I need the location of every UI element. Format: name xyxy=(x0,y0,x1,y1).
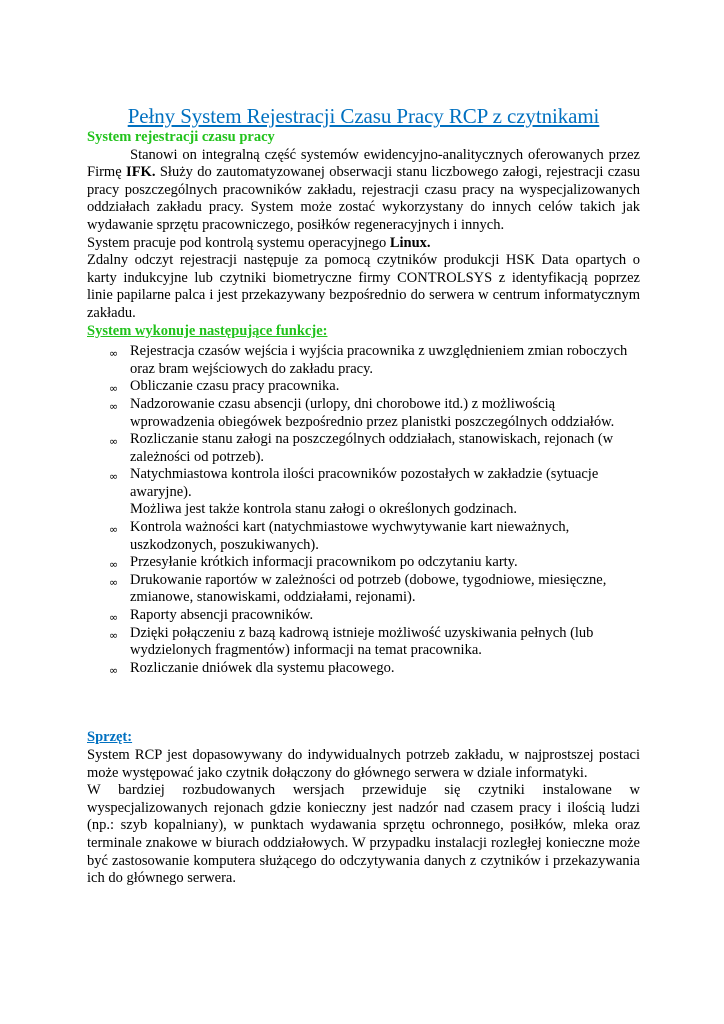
list-item: ∞ Drukowanie raportów w zależności od potrzeb (dobowe, tygodniowe, miesięczne, zmianowe, stanowiskami, oddziałami, rejonami). xyxy=(109,571,607,606)
list-item: ∞ Rejestracja czasów wejścia i wyjścia pracownika z uwzględnieniem zmian roboczych oraz bram wejściowych do zakładu pracy. xyxy=(109,343,628,377)
section-heading-registration: System rejestracji czasu pracy xyxy=(87,129,275,145)
intro-paragraph xyxy=(87,147,640,235)
list-item: ∞ Dzięki połączeniu z bazą kadrową istnieje możliwość uzyskiwania pełnych (lub wydzielonych fragmentów) informacji na temat pracownika. xyxy=(109,624,594,659)
infinity-bullet-icon: ∞ xyxy=(109,663,119,677)
infinity-bullet-icon: ∞ xyxy=(109,399,119,413)
hardware-paragraph-1: System RCP jest dopasowywany do indywidualnych potrzeb zakładu, w najprostszej postaci może występować jako czytnik dołączony do głównego serwera w dziale informatyki. xyxy=(87,747,640,781)
document-page xyxy=(87,103,640,888)
infinity-bullet-icon: ∞ xyxy=(109,347,119,361)
section-heading-functions: System wykonuje następujące funkcje: xyxy=(87,322,328,339)
infinity-bullet-icon: ∞ xyxy=(109,558,119,572)
list-item: ∞ Nadzorowanie czasu absencji (urlopy, dni chorobowe itd.) z możliwością wprowadzenia obiegówek bezpośrednio przez planistki poszczególnych oddziałów. xyxy=(109,395,615,430)
list-item: ∞ Raporty absencji pracowników. xyxy=(109,607,314,625)
infinity-bullet-icon: ∞ xyxy=(109,611,119,625)
document-title: Pełny System Rejestracji Czasu Pracy RCP z czytnikami xyxy=(127,104,600,128)
infinity-bullet-icon: ∞ xyxy=(109,382,119,396)
infinity-bullet-icon: ∞ xyxy=(109,628,119,642)
list-item: ∞ Przesyłanie krótkich informacji pracownikom po odczytaniu karty. xyxy=(109,554,518,572)
list-item-note: Możliwa jest także kontrola stanu załogi o określonych godzinach. xyxy=(130,501,517,518)
hardware-paragraph-2: W bardziej rozbudowanych wersjach przewiduje się czytniki instalowane w wyspecjalizowanych rejonach gdzie konieczny jest nadzór nad czasem pracy i ilością ludzi (np.: szyb kopalniany), w punktach wydawania sprzętu ochronnego, posiłków, mleka oraz terminale znakowe w biurach oddziałowych. W przypadku instalacji rozległej konieczne może być zastosowanie komputera służącego do odczytywania danych z czytników i przekazywania ich do głównego serwera. xyxy=(87,782,640,887)
infinity-bullet-icon: ∞ xyxy=(109,523,119,537)
os-paragraph xyxy=(87,235,640,253)
company-name: IFK. xyxy=(126,164,156,181)
readout-paragraph: Zdalny odczyt rejestracji następuje za pomocą czytników produkcji HSK Data opartych o karty indukcyjne lub czytniki biometryczne firmy CONTROLSYS z identyfikacją poprzez linie papilarne palca i jest przekazywany bezpośrednio do serwera w centrum informatycznym zakładu. xyxy=(87,252,640,321)
os-name: Linux. xyxy=(389,234,431,251)
intro-text-b: Służy do zautomatyzowanej obserwacji stanu liczbowego załogi, rejestracji czasu pracy poszczególnych pracowników zakładu, rejestracji czasu pracy na wyspecjalizowanych oddziałach zakładu pracy. System może zostać wykorzystany do innych celów takich jak wydawanie sprzętu pracowniczego, posiłków regeneracyjnych i innych. xyxy=(87,164,640,233)
list-item: ∞ Obliczanie czasu pracy pracownika. xyxy=(109,378,340,396)
intro-text-a: Stanowi on integralną część systemów ewidencyjno-analitycznych oferowanych przez Firmę xyxy=(87,146,640,181)
list-item: ∞ Natychmiastowa kontrola ilości pracowników pozostałych w zakładzie (sytuacje awaryjne). Możliwa jest także kontrola stanu załogi o określonych godzinach. xyxy=(130,466,640,519)
infinity-bullet-icon: ∞ xyxy=(109,435,119,449)
os-text: System pracuje pod kontrolą systemu operacyjnego xyxy=(87,234,390,251)
list-item: ∞ Kontrola ważności kart (natychmiastowe wychwytywanie kart nieważnych, uszkodzonych, poszukiwanych). xyxy=(109,519,570,553)
infinity-bullet-icon: ∞ xyxy=(109,575,119,589)
section-spacer xyxy=(87,677,640,729)
functions-list xyxy=(87,343,640,677)
section-heading-hardware: Sprzęt: xyxy=(87,729,133,746)
list-item: ∞ Rozliczanie stanu załogi na poszczególnych oddziałach, stanowiskach, rejonach (w zależności od potrzeb). xyxy=(109,431,614,465)
list-item: ∞ Rozliczanie dniówek dla systemu płacowego. xyxy=(109,659,395,677)
infinity-bullet-icon: ∞ xyxy=(109,470,119,484)
